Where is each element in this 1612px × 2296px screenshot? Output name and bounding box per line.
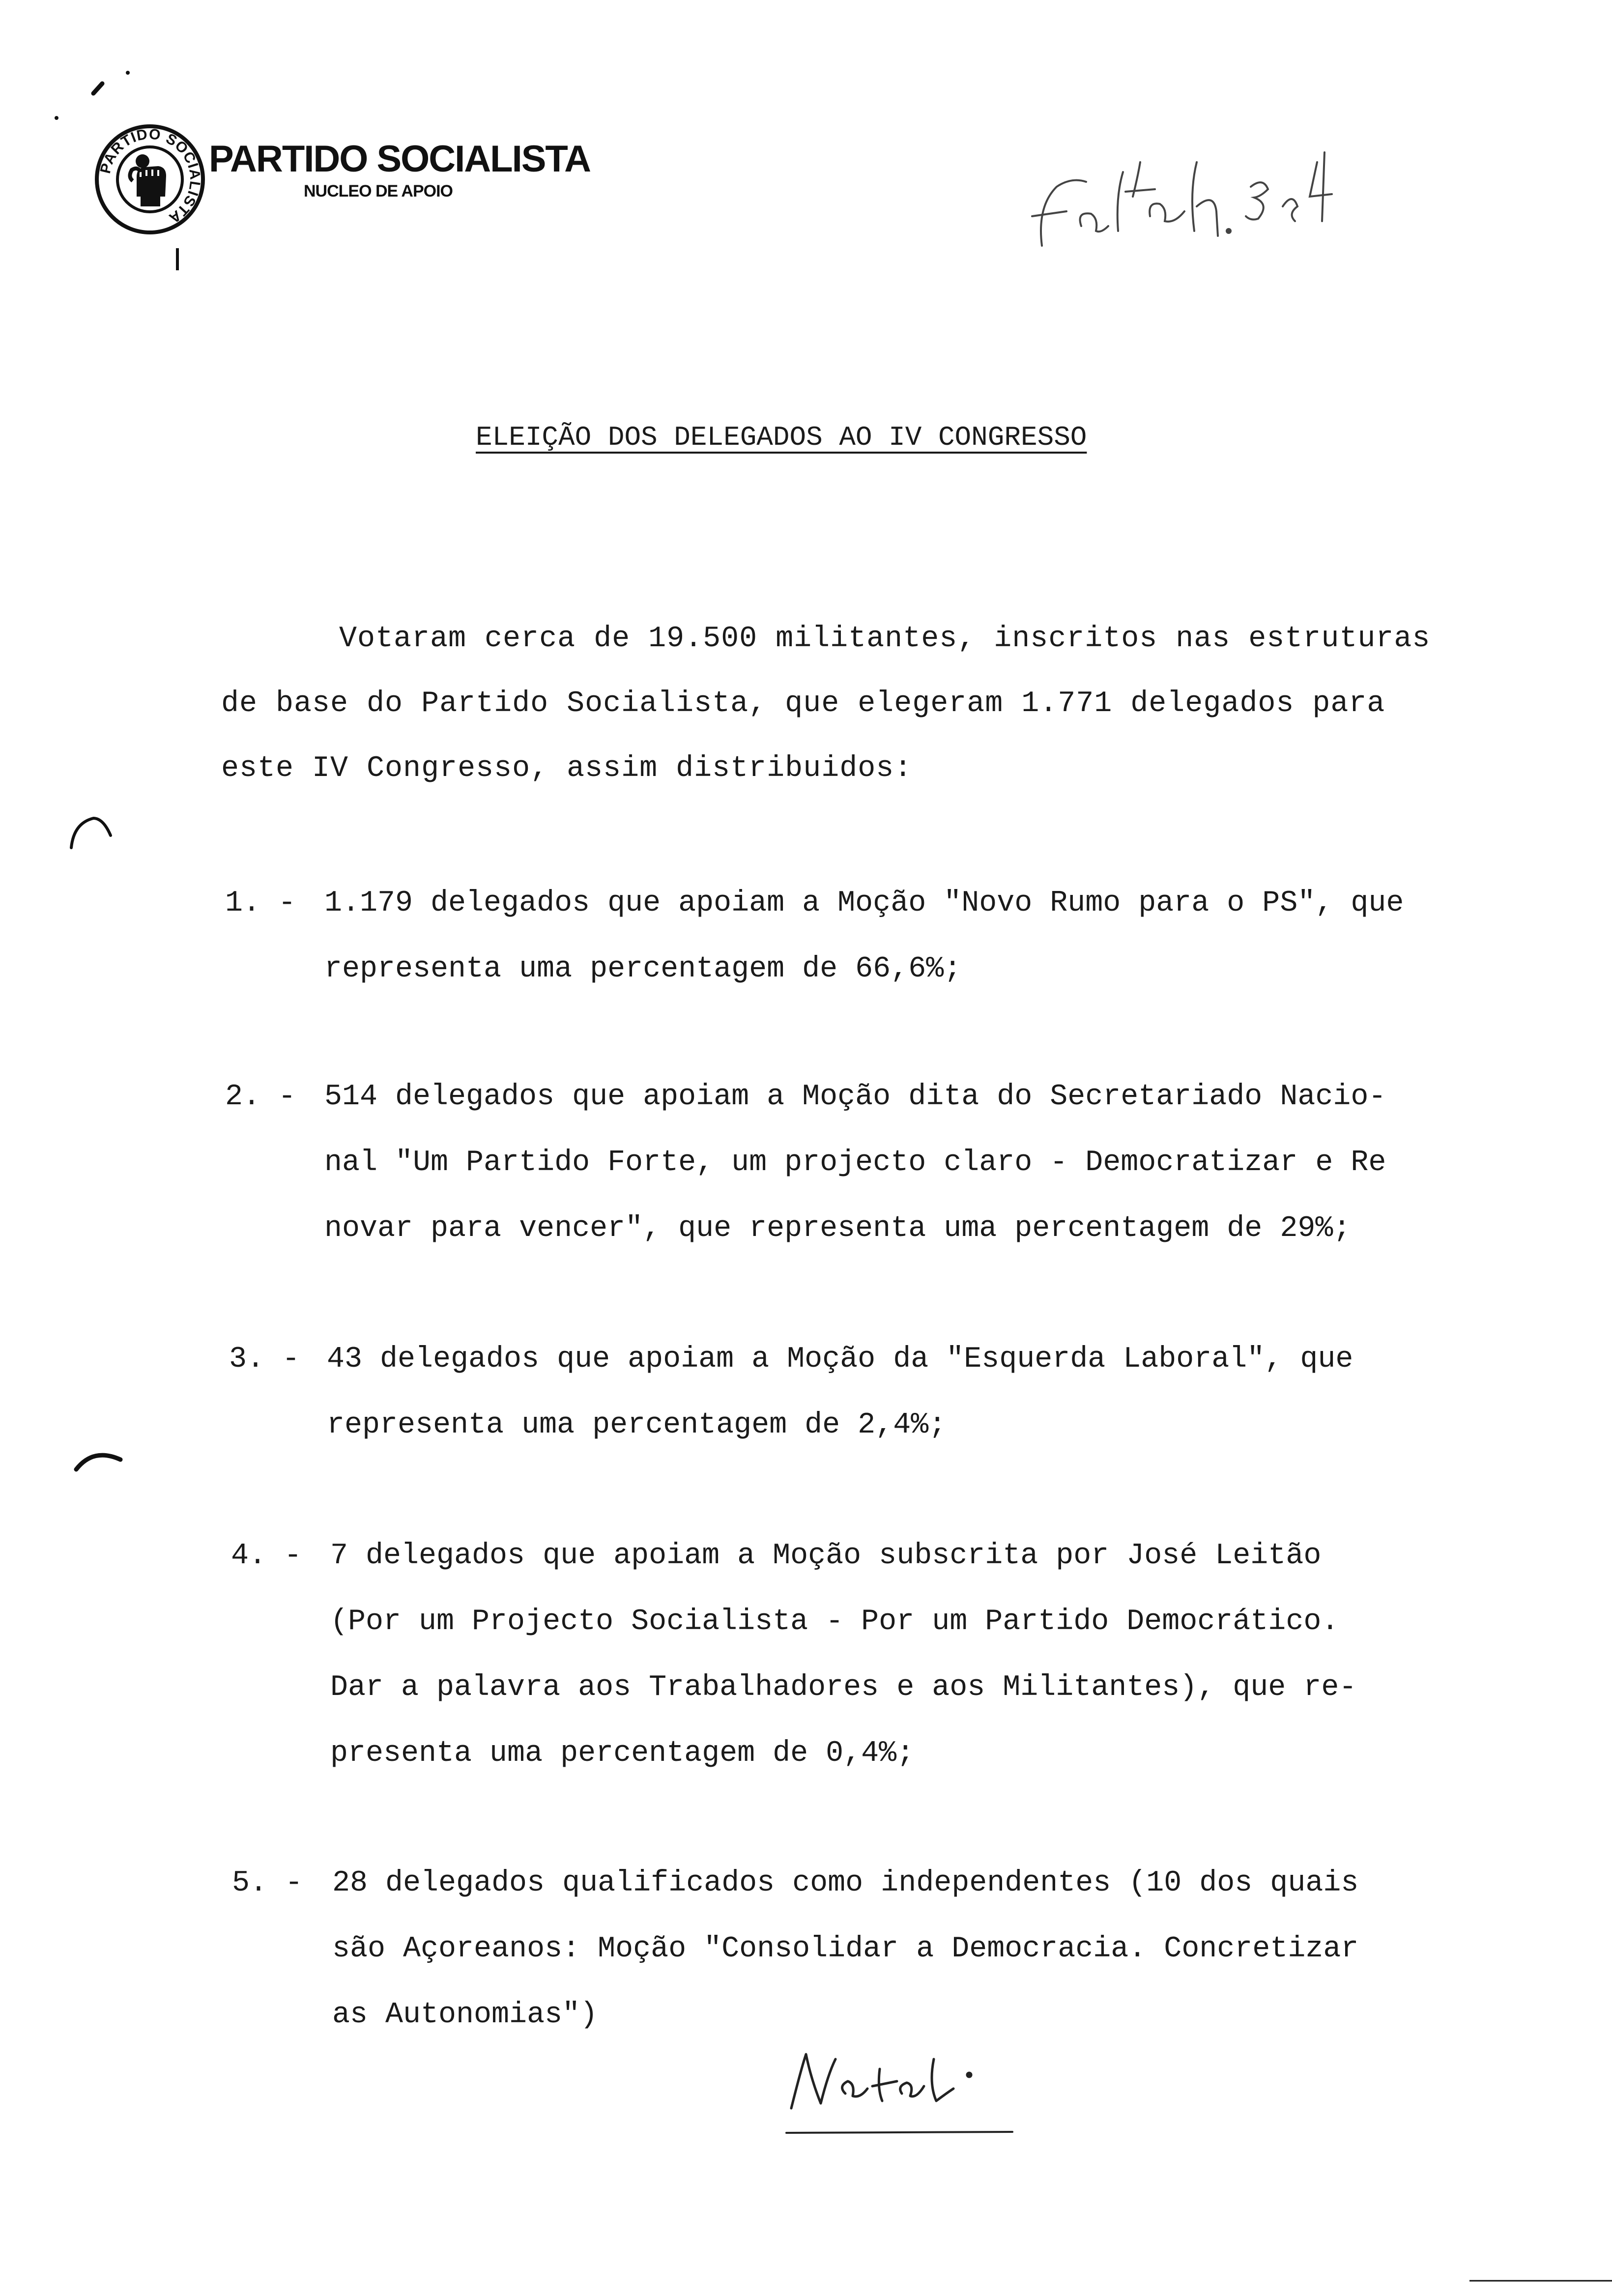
stray-mark-icon [170,243,185,278]
logo-ring-text: PARTIDO SOCIALISTA [97,126,203,227]
party-logo-icon [93,123,206,236]
letterhead [93,123,683,241]
item-number: 2. - [225,1080,296,1114]
item-line: novar para vencer", que representa uma percentagem de 29%; [324,1212,1351,1245]
item-line: 1.179 delegados que apoiam a Moção "Novo Rumo para o PS", que [324,887,1404,920]
party-subtitle: NUCLEO DE APOIO [304,182,453,201]
item-line: 28 delegados qualificados como independentes (10 dos quais [332,1866,1359,1900]
party-name: PARTIDO SOCIALISTA [209,138,591,180]
item-line: 7 delegados que apoiam a Moção subscrita por José Leitão [330,1539,1322,1573]
item-number: 3. - [229,1343,300,1376]
intro-line: de base do Partido Socialista, que elegeram 1.771 delegados para [221,687,1385,720]
stray-mark-icon [88,64,138,123]
item-line: representa uma percentagem de 2,4%; [327,1408,947,1442]
margin-mark-icon [69,1440,128,1479]
handwritten-note-icon [1027,133,1401,260]
item-line: presenta uma percentagem de 0,4%; [330,1737,915,1770]
item-line: Dar a palavra aos Trabalhadores e aos Militantes), que re- [330,1671,1357,1704]
stray-dot-icon [49,111,64,125]
item-number: 5. - [232,1866,303,1900]
item-line: 43 delegados que apoiam a Moção da "Esquerda Laboral", que [327,1343,1353,1376]
intro-line: este IV Congresso, assim distribuidos: [221,752,913,785]
item-line: representa uma percentagem de 66,6%; [324,952,962,986]
document-title: ELEIÇÃO DOS DELEGADOS AO IV CONGRESSO [476,422,1087,453]
margin-mark-icon [64,811,123,855]
edge-line-icon [1469,2278,1612,2283]
item-number: 1. - [225,887,296,920]
item-number: 4. - [231,1539,302,1573]
item-line: 514 delegados que apoiam a Moção dita do Secretariado Nacio- [324,1080,1386,1114]
item-line: são Açoreanos: Moção "Consolidar a Democracia. Concretizar [332,1932,1359,1966]
item-line: (Por um Projecto Socialista - Por um Partido Democrático. [330,1605,1339,1638]
signature-icon [781,2039,1037,2138]
intro-line: Votaram cerca de 19.500 militantes, inscritos nas estruturas [339,622,1431,656]
item-line: as Autonomias") [332,1998,598,2032]
item-line: nal "Um Partido Forte, um projecto claro - Democratizar e Re [324,1146,1386,1179]
